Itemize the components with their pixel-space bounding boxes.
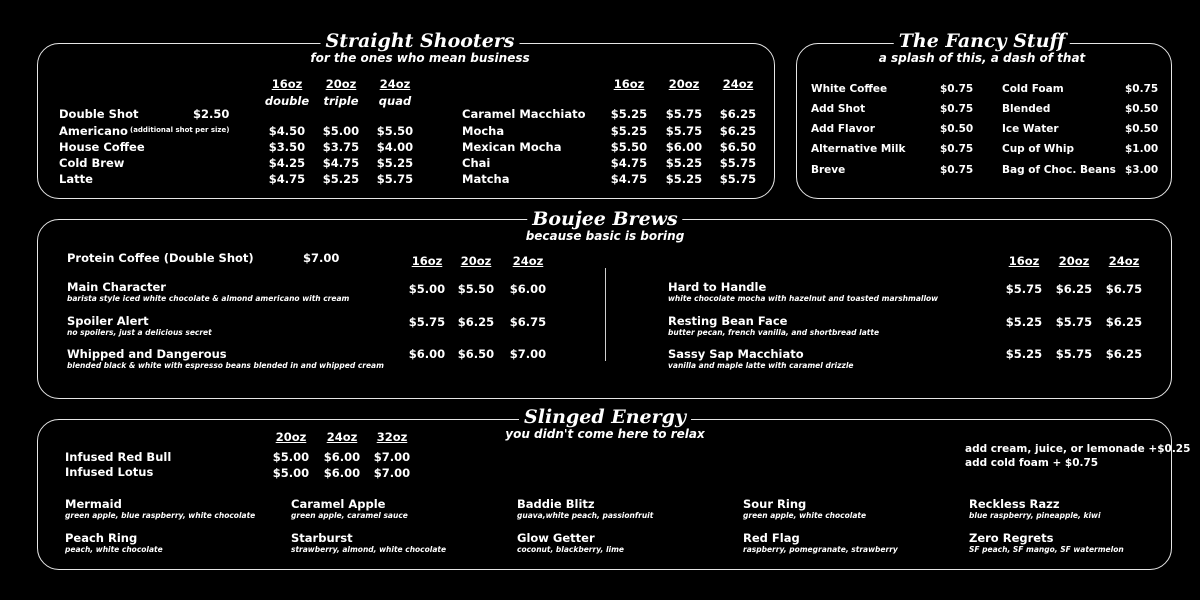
flavor-name: Zero Regrets	[969, 531, 1054, 545]
flavor-description: green apple, blue raspberry, white chocolate	[65, 511, 256, 520]
menu-item-price: $5.25	[665, 172, 703, 186]
fancy-stuff-title: The Fancy Stuff	[894, 30, 1070, 52]
menu-item-price: $5.25	[376, 156, 414, 170]
slinged-energy-title: Slinged Energy	[519, 406, 691, 428]
flavor-name: Peach Ring	[65, 531, 138, 545]
menu-item-description: butter pecan, french vanilla, and shortbread latte	[668, 328, 880, 337]
menu-item-price: $5.75	[1055, 315, 1093, 329]
menu-item-price: $4.00	[376, 140, 414, 154]
menu-item-name: Resting Bean Face	[668, 314, 788, 328]
menu-item-price: $5.50	[610, 140, 648, 154]
column-divider	[605, 268, 606, 361]
menu-item-name: Caramel Macchiato	[462, 107, 586, 121]
energy-addon: add cold foam + $0.75	[965, 457, 1099, 469]
menu-item-price: $6.25	[1105, 315, 1143, 329]
menu-item-price: $6.25	[457, 315, 495, 329]
menu-item-price: $6.50	[719, 140, 757, 154]
shot-type: double	[264, 94, 310, 108]
menu-item-price: $5.00	[322, 124, 360, 138]
size-header: 24oz	[722, 77, 754, 91]
menu-item-name: Sassy Sap Macchiato	[668, 347, 804, 361]
size-header: 16oz	[411, 254, 443, 268]
menu-item-price: $6.25	[1105, 347, 1143, 361]
addon-price: $0.75	[940, 143, 974, 155]
size-header: 20oz	[325, 77, 357, 91]
menu-item-description: white chocolate mocha with hazelnut and toasted marshmallow	[668, 294, 939, 303]
menu-item-description: vanilla and maple latte with caramel drizzle	[668, 361, 854, 370]
menu-item-name: Cold Brew	[59, 156, 125, 170]
menu-item-price: $6.25	[719, 124, 757, 138]
menu-item-description: blended black & white with espresso beans blended in and whipped cream	[67, 361, 384, 370]
size-header: 16oz	[613, 77, 645, 91]
addon-name: Blended	[1002, 103, 1051, 115]
menu-item-price: $3.50	[268, 140, 306, 154]
size-header: 24oz	[1108, 254, 1140, 268]
menu-item-price: $5.75	[665, 107, 703, 121]
size-header: 20oz	[275, 430, 307, 444]
flavor-name: Caramel Apple	[291, 497, 386, 511]
menu-item-price: $6.75	[509, 315, 547, 329]
menu-item-price: $5.00	[408, 282, 446, 296]
flavor-description: green apple, caramel sauce	[291, 511, 408, 520]
menu-item-name: Mocha	[462, 124, 505, 138]
menu-item-price: $6.00	[408, 347, 446, 361]
flavor-description: raspberry, pomegranate, strawberry	[743, 545, 898, 554]
flavor-description: guava,white peach, passionfruit	[517, 511, 654, 520]
menu-item-name: Infused Red Bull	[65, 450, 172, 464]
menu-item-price: $5.75	[376, 172, 414, 186]
menu-item-name: Latte	[59, 172, 93, 186]
addon-price: $0.75	[940, 164, 974, 176]
menu-item-price: $7.00	[373, 450, 411, 464]
addon-price: $0.75	[940, 83, 974, 95]
menu-item-price: $7.00	[303, 251, 340, 265]
flavor-name: Glow Getter	[517, 531, 595, 545]
menu-item-price: $6.50	[457, 347, 495, 361]
menu-item-price: $6.00	[665, 140, 703, 154]
menu-item-name: Protein Coffee (Double Shot)	[67, 251, 254, 265]
flavor-name: Sour Ring	[743, 497, 807, 511]
menu-item-price: $6.25	[1055, 282, 1093, 296]
menu-item-price: $6.00	[323, 466, 361, 480]
size-header: 16oz	[271, 77, 303, 91]
size-header: 24oz	[512, 254, 544, 268]
addon-price: $0.50	[1125, 103, 1159, 115]
size-header: 16oz	[1008, 254, 1040, 268]
menu-item-price: $5.75	[408, 315, 446, 329]
addon-price: $1.00	[1125, 143, 1159, 155]
additional-shot-note: (additional shot per size)	[130, 126, 230, 134]
menu-item-name: Matcha	[462, 172, 510, 186]
addon-name: Cup of Whip	[1002, 143, 1074, 155]
menu-item-price: $5.25	[1005, 315, 1043, 329]
energy-addon: add cream, juice, or lemonade +$0.25	[965, 443, 1191, 455]
menu-item-price: $5.25	[322, 172, 360, 186]
menu-item-name: Spoiler Alert	[67, 314, 149, 328]
slinged-energy-subtitle: you didn't come here to relax	[505, 427, 705, 441]
shot-type: triple	[323, 94, 359, 108]
size-header: 24oz	[326, 430, 358, 444]
menu-item-price: $7.00	[373, 466, 411, 480]
addon-name: Alternative Milk	[811, 143, 906, 155]
menu-item-price: $5.50	[376, 124, 414, 138]
menu-item-name: Mexican Mocha	[462, 140, 562, 154]
menu-item-name: Chai	[462, 156, 491, 170]
menu-item-price: $5.00	[272, 450, 310, 464]
addon-price: $0.50	[1125, 123, 1159, 135]
addon-price: $0.75	[940, 103, 974, 115]
menu-item-price: $4.75	[610, 172, 648, 186]
menu-item-price: $6.00	[323, 450, 361, 464]
addon-name: Add Flavor	[811, 123, 875, 135]
menu-item-price: $6.00	[509, 282, 547, 296]
addon-price: $0.75	[1125, 83, 1159, 95]
straight-shooters-subtitle: for the ones who mean business	[310, 51, 530, 65]
menu-item-price: $5.75	[1055, 347, 1093, 361]
menu-item-price: $2.50	[193, 107, 230, 121]
menu-item-price: $4.50	[268, 124, 306, 138]
size-header: 24oz	[379, 77, 411, 91]
addon-price: $3.00	[1125, 164, 1159, 176]
flavor-name: Starburst	[291, 531, 353, 545]
size-header: 32oz	[376, 430, 408, 444]
menu-item-description: barista style iced white chocolate & almond americano with cream	[67, 294, 350, 303]
addon-price: $0.50	[940, 123, 974, 135]
addon-name: White Coffee	[811, 83, 888, 95]
boujee-brews-title: Boujee Brews	[527, 208, 682, 230]
flavor-description: green apple, white chocolate	[743, 511, 867, 520]
menu-item-price: $4.75	[322, 156, 360, 170]
menu-item-price: $4.25	[268, 156, 306, 170]
boujee-brews-subtitle: because basic is boring	[525, 229, 685, 243]
menu-item-name: Hard to Handle	[668, 280, 767, 294]
menu-item-price: $5.25	[1005, 347, 1043, 361]
flavor-description: SF peach, SF mango, SF watermelon	[969, 545, 1124, 554]
addon-name: Breve	[811, 164, 846, 176]
flavor-name: Red Flag	[743, 531, 800, 545]
addon-name: Bag of Choc. Beans	[1002, 164, 1116, 176]
menu-item-price: $4.75	[610, 156, 648, 170]
flavor-description: blue raspberry, pineapple, kiwi	[969, 511, 1101, 520]
menu-item-price: $6.75	[1105, 282, 1143, 296]
addon-name: Add Shot	[811, 103, 866, 115]
menu-item-price: $5.75	[719, 172, 757, 186]
size-header: 20oz	[1058, 254, 1090, 268]
menu-item-price: $6.25	[719, 107, 757, 121]
flavor-description: strawberry, almond, white chocolate	[291, 545, 447, 554]
menu-item-price: $5.25	[610, 124, 648, 138]
menu-item-price: $5.75	[719, 156, 757, 170]
flavor-name: Baddie Blitz	[517, 497, 595, 511]
size-header: 20oz	[668, 77, 700, 91]
menu-item-name: Double Shot	[59, 107, 139, 121]
menu-item-price: $3.75	[322, 140, 360, 154]
shot-type: quad	[378, 94, 412, 108]
flavor-description: coconut, blackberry, lime	[517, 545, 625, 554]
menu-item-price: $5.75	[665, 124, 703, 138]
addon-name: Cold Foam	[1002, 83, 1064, 95]
straight-shooters-title: Straight Shooters	[321, 30, 520, 52]
menu-item-name: Whipped and Dangerous	[67, 347, 227, 361]
menu-item-price: $7.00	[509, 347, 547, 361]
menu-item-name: Main Character	[67, 280, 166, 294]
menu-item-price: $5.50	[457, 282, 495, 296]
menu-item-name: Americano	[59, 124, 128, 138]
menu-item-description: no spoilers, just a delicious secret	[67, 328, 212, 337]
addon-name: Ice Water	[1002, 123, 1059, 135]
menu-item-name: Infused Lotus	[65, 465, 154, 479]
flavor-name: Reckless Razz	[969, 497, 1060, 511]
flavor-name: Mermaid	[65, 497, 122, 511]
menu-item-name: House Coffee	[59, 140, 145, 154]
menu-item-price: $5.00	[272, 466, 310, 480]
menu-item-price: $5.25	[610, 107, 648, 121]
menu-item-price: $4.75	[268, 172, 306, 186]
size-header: 20oz	[460, 254, 492, 268]
menu-item-price: $5.25	[665, 156, 703, 170]
fancy-stuff-subtitle: a splash of this, a dash of that	[878, 51, 1086, 65]
flavor-description: peach, white chocolate	[65, 545, 163, 554]
menu-item-price: $5.75	[1005, 282, 1043, 296]
